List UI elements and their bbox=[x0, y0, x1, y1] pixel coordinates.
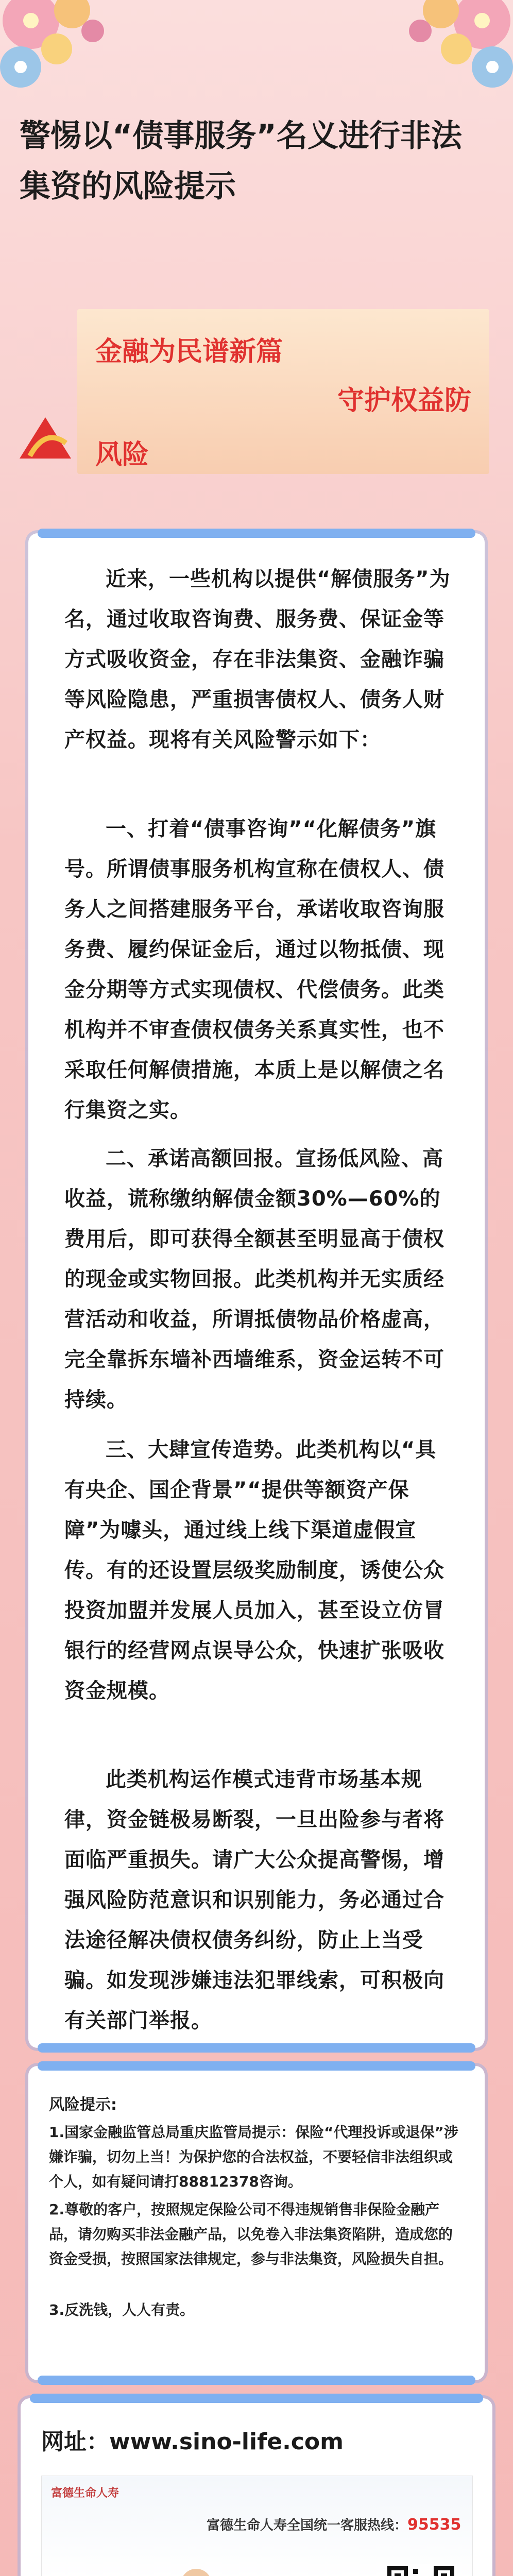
page-title-line-1: 警惕以“债事服务”名义进行非法 bbox=[20, 118, 462, 154]
hotline-label: 富德生命人寿全国统一客服热线： bbox=[207, 2518, 408, 2533]
website-link[interactable]: 网址：www.sino-life.com bbox=[41, 2429, 344, 2455]
company-logo: 富德生命人寿 bbox=[51, 2487, 119, 2500]
card-bottom-bar bbox=[38, 2043, 476, 2053]
article-paragraph-intro: 近来，一些机构以提供“解债服务”为名，通过收取咨询费、服务费、保证金等方式吸收资金，存在非法集资、金融诈骗等风险隐患，严重损害债权人、债务人财产权益。现将有关风险警示如下： bbox=[64, 567, 451, 752]
party-emblem-icon bbox=[14, 407, 76, 469]
article-paragraph-1: 一、打着“债事咨询”“化解债务”旗号。所谓债事服务机构宣称在债权人、债务人之间搭建服务平台，承诺收取咨询服务费、履约保证金后，通过以物抵债、现金分期等方式实现债权、代偿债务。此类机构并不审查债权债务关系真实性，也不采取任何解债措施，本质上是以解债之名行集资之实。 bbox=[64, 817, 444, 1122]
card-bottom-bar bbox=[38, 2376, 476, 2385]
page-title bbox=[20, 111, 493, 212]
slogan-line-2: 守护权益防 bbox=[337, 385, 471, 416]
flower-decoration-left bbox=[0, 0, 170, 118]
page-title-line-2: 集资的风险提示 bbox=[20, 168, 236, 205]
hotline-number: 95535 bbox=[407, 2516, 461, 2534]
risk-tip-1: 1.国家金融监管总局重庆监管局提示：保险“代理投诉或退保”涉嫌诈骗，切勿上当！为保护您的合法权益，不要轻信非法组织或个人，如有疑问请打88812378咨询。 bbox=[49, 2124, 458, 2190]
company-ad-banner bbox=[41, 2476, 473, 2576]
risk-tips-title: 风险提示: bbox=[49, 2096, 117, 2114]
contact-card bbox=[21, 2398, 492, 2576]
article-paragraph-3: 三、大肆宣传造势。此类机构以“具有央企、国企背景”“提供等额资产保障”为噱头，通过线上线下渠道虚假宣传。有的还设置层级奖励制度，诱使公众投资加盟并发展人员加入，甚至设立仿冒银行的经营网点误导公众，快速扩张吸收资金规模。 bbox=[64, 1438, 444, 1703]
slogan-line-1: 金融为民谱新篇 bbox=[95, 336, 283, 367]
risk-tips-card bbox=[28, 2066, 485, 2380]
family-illustration bbox=[62, 2522, 310, 2576]
flower-decoration-right bbox=[343, 0, 513, 118]
article-paragraph-2: 二、承诺高额回报。宣扬低风险、高收益，谎称缴纳解债金额30%—60%的费用后，即可获得全额甚至明显高于债权的现金或实物回报。此类机构并无实质经营活动和收益，所谓抵债物品价格虚高，完全靠拆东墙补西墙维系，资金运转不可持续。 bbox=[64, 1147, 444, 1412]
card-top-bar bbox=[30, 2394, 483, 2403]
card-top-bar bbox=[38, 529, 476, 538]
article-paragraph-conclusion: 此类机构运作模式违背市场基本规律，资金链极易断裂，一旦出险参与者将面临严重损失。请广大公众提高警惕，增强风险防范意识和识别能力，务必通过合法途径解决债权债务纠纷，防止上当受骗。如发现涉嫌违法犯罪线索，可积极向有关部门举报。 bbox=[64, 1768, 444, 2032]
article-card bbox=[28, 533, 485, 2048]
risk-tip-2: 2.尊敬的客户，按照规定保险公司不得违规销售非保险金融产品，请勿购买非法金融产品，以免卷入非法集资陷阱，造成您的资金受损，按照国家法律规定，参与非法集资，风险损失自担。 bbox=[49, 2201, 453, 2267]
qr-code-icon[interactable] bbox=[385, 2564, 457, 2576]
risk-tip-3: 3.反洗钱，人人有责。 bbox=[49, 2301, 195, 2318]
slogan-banner bbox=[77, 309, 489, 474]
card-top-bar bbox=[38, 2061, 476, 2071]
slogan-line-3: 风险 bbox=[95, 439, 149, 470]
